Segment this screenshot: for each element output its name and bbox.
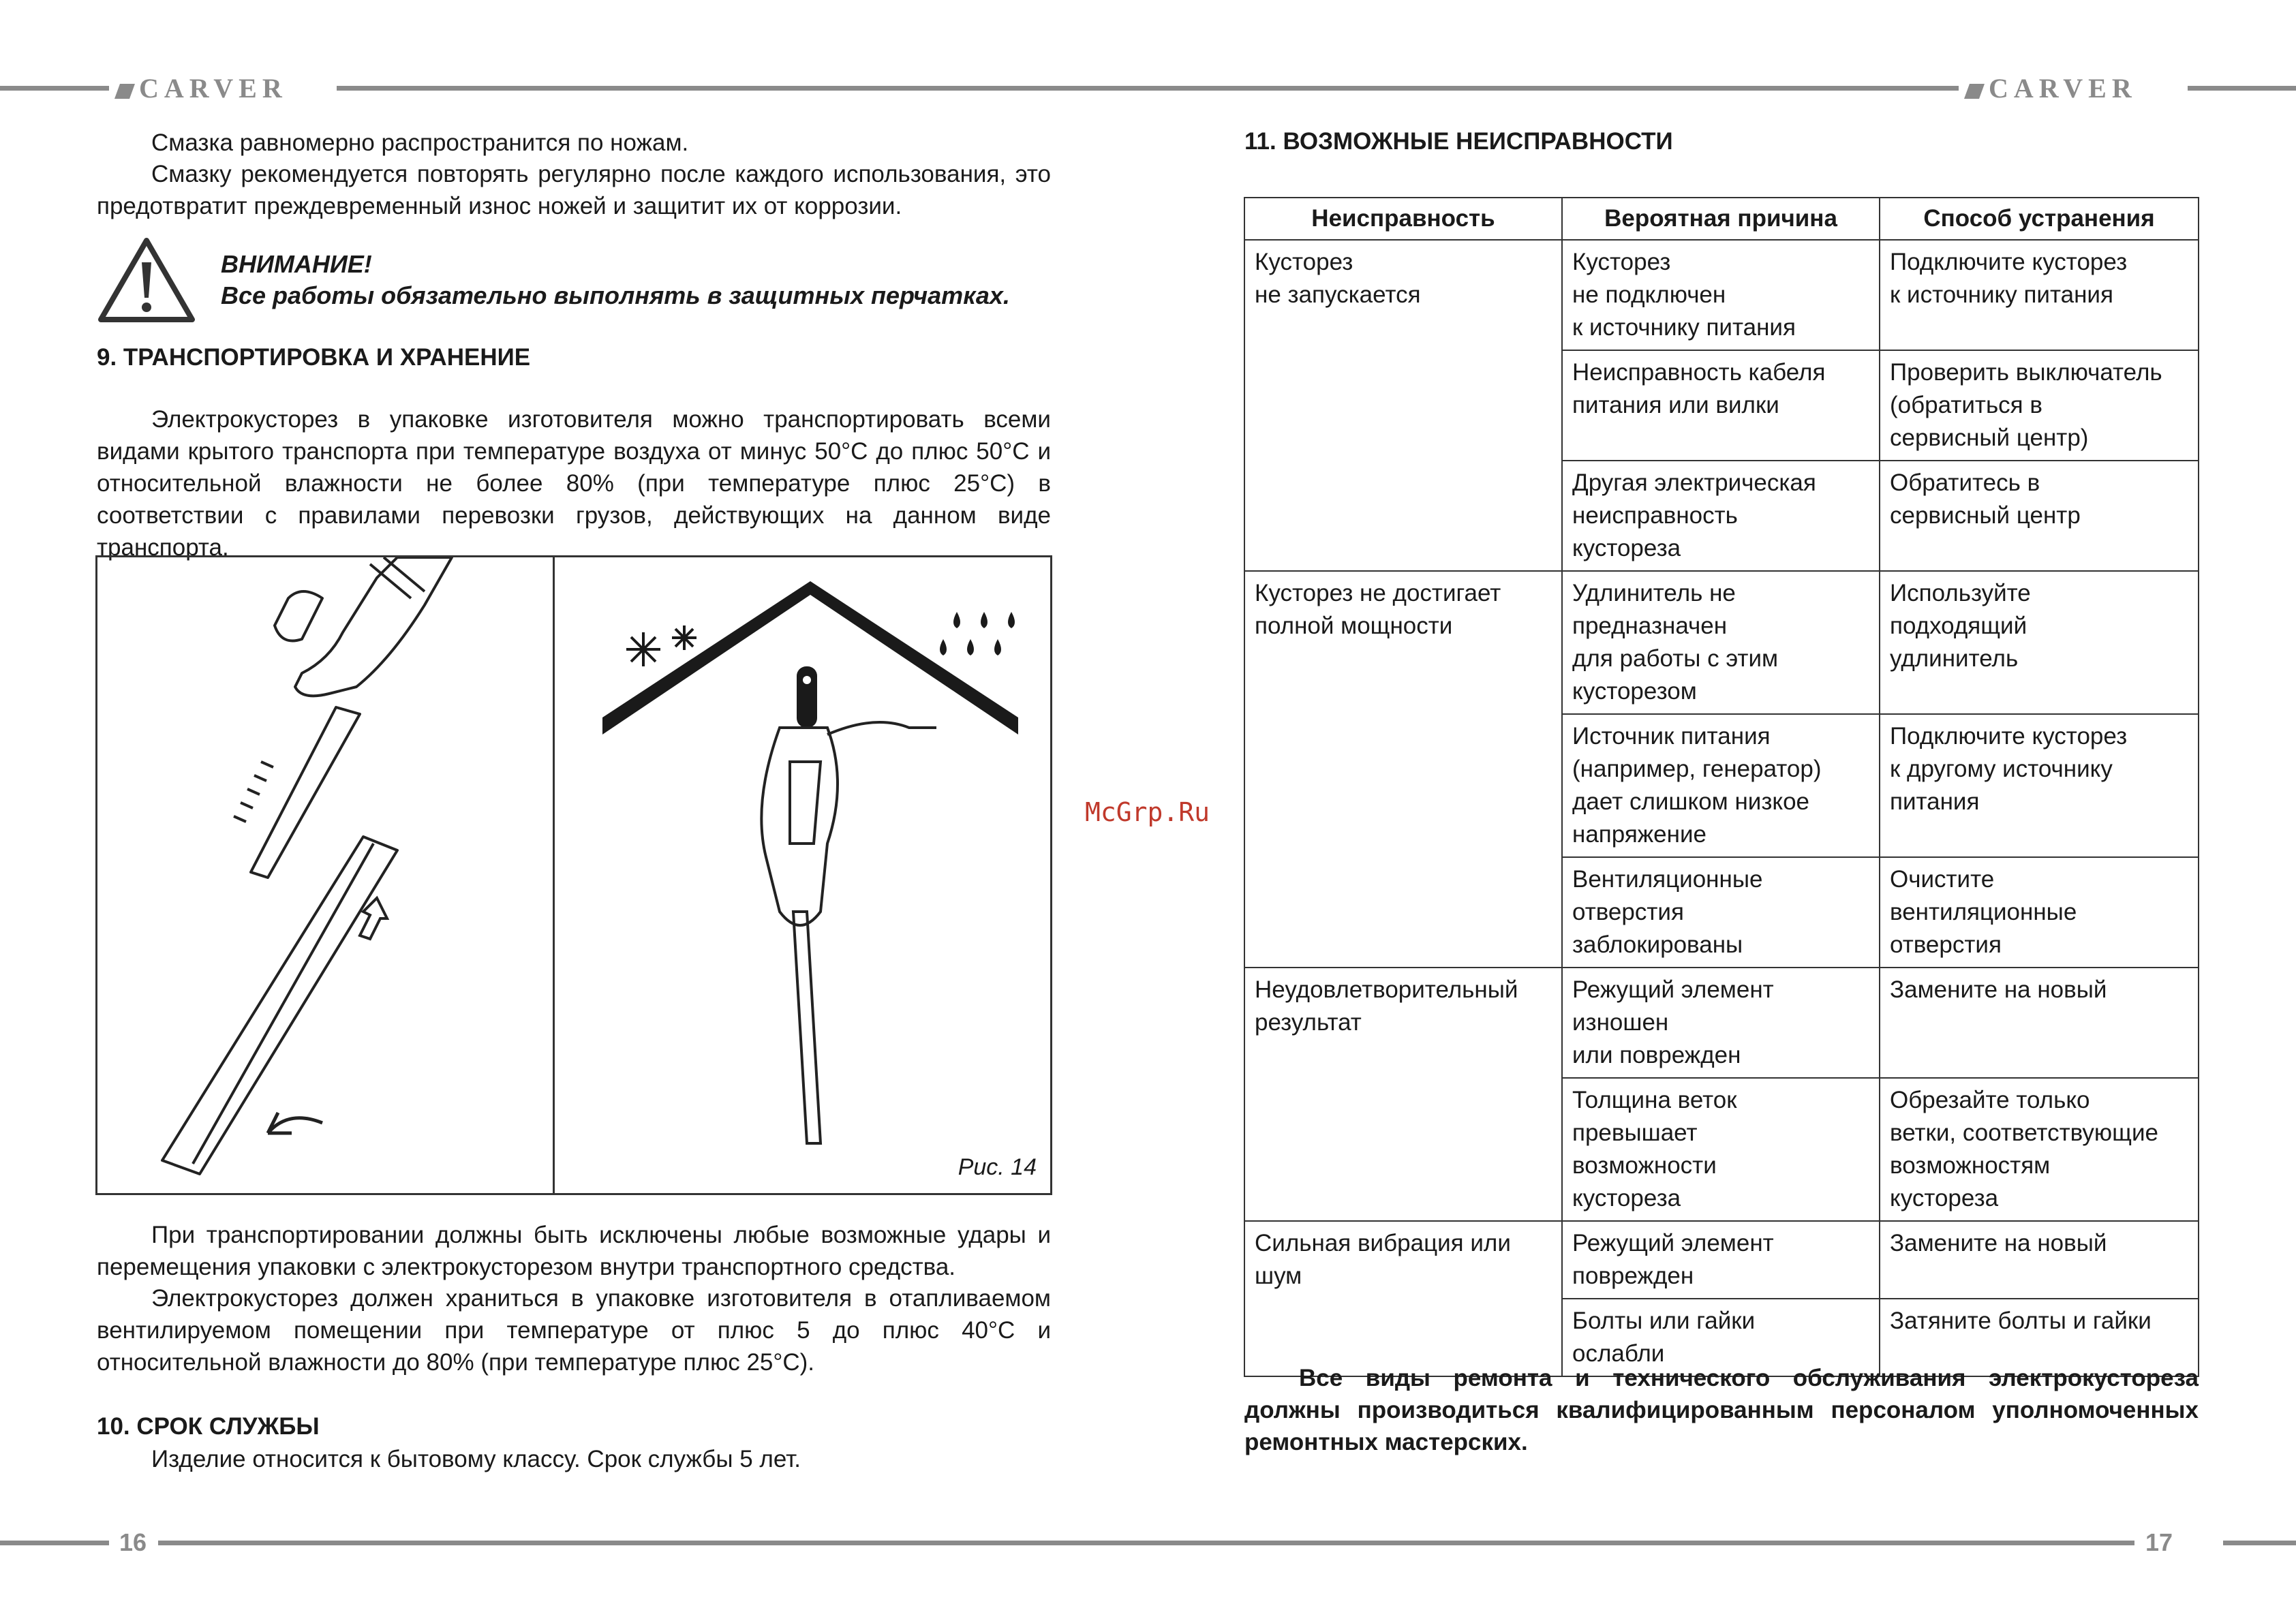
cause-cell: Другая электрическая неисправность кустореза <box>1562 461 1880 571</box>
warning-title: ВНИМАНИЕ! <box>221 250 372 278</box>
fix-cell: Подключите кусторез к другому источнику питания <box>1880 714 2199 857</box>
transport-paragraph: При транспортировании должны быть исключены любые возможные удары и перемещения упаковки с электрокусторезом внутри транспортного средства. <box>97 1222 1051 1280</box>
intro-paragraph: Смазку рекомендуется повторять регулярно после каждого использования, это предотвратит преждевременный износ ножей и защитит их от коррозии. <box>97 161 1051 219</box>
fix-cell: Используйте подходящий удлинитель <box>1880 571 2199 714</box>
cause-cell: Кусторез не подключен к источнику питания <box>1562 240 1880 350</box>
cause-cell: Источник питания (например, генератор) дает слишком низкое напряжение <box>1562 714 1880 857</box>
cause-cell: Режущий элемент поврежден <box>1562 1221 1880 1299</box>
watermark: McGrp.Ru <box>1085 797 1210 827</box>
table-row <box>1244 240 2199 350</box>
fault-cell: Кусторез не запускается <box>1244 240 1562 571</box>
table-row <box>1244 968 2199 1078</box>
warning-triangle-icon <box>97 235 196 324</box>
cause-cell: Неисправность кабеля питания или вилки <box>1562 350 1880 461</box>
fix-cell: Затяните болты и гайки <box>1880 1299 2199 1376</box>
cause-cell: Удлинитель не предназначен для работы с этим кусторезом <box>1562 571 1880 714</box>
fix-cell: Обрезайте только ветки, соответствующие возможностям кустореза <box>1880 1078 2199 1221</box>
fix-cell: Очистите вентиляционные отверстия <box>1880 857 2199 968</box>
storage-roof-illustration <box>555 557 1050 1193</box>
warning-block <box>97 235 1051 324</box>
header-cause: Вероятная причина <box>1562 198 1880 240</box>
warning-text: Все работы обязательно выполнять в защитных перчатках. <box>221 281 1010 309</box>
fix-cell: Подключите кусторез к источнику питания <box>1880 240 2199 350</box>
fix-cell: Замените на новый <box>1880 1221 2199 1299</box>
cause-cell: Режущий элемент изношен или поврежден <box>1562 968 1880 1078</box>
header-fix: Способ устранения <box>1880 198 2199 240</box>
brand-logo-left: CARVER <box>117 75 288 102</box>
cause-cell: Болты или гайки ослабли <box>1562 1299 1880 1376</box>
table-row <box>1244 571 2199 714</box>
section9-title: 9. ТРАНСПОРТИРОВКА И ХРАНЕНИЕ <box>97 344 531 371</box>
section9-paragraph: Электрокусторез в упаковке изготовителя можно транспортировать всеми видами крытого транспорта при температуре воздуха от минус 50°С до плюс 50°С и относительной влажности не более 80% (при температуре плюс 25°С) в соответствии с правилами перевозки грузов, действующих на данном виде транспорта. <box>97 406 1051 561</box>
faults-table <box>1244 197 2199 1377</box>
table-header-row <box>1244 198 2199 240</box>
header-fault: Неисправность <box>1244 198 1562 240</box>
figure-14 <box>95 555 1052 1195</box>
fix-cell: Обратитесь в сервисный центр <box>1880 461 2199 571</box>
closing-note: Все виды ремонта и технического обслуживания электрокустореза должны производиться квалифицированным персоналом уполномоченных ремонтных мастерских. <box>1244 1365 2199 1455</box>
section11-title: 11. ВОЗМОЖНЫЕ НЕИСПРАВНОСТИ <box>1244 128 1673 155</box>
section10-text: Изделие относится к бытовому классу. Срок службы 5 лет. <box>151 1446 801 1472</box>
storage-paragraph: Электрокусторез должен храниться в упаковке изготовителя в отапливаемом вентилируемом помещении при температуре от плюс 5 до плюс 40°С и относительной влажности до 80% (при температуре плюс 25°С). <box>97 1285 1051 1376</box>
page-number-left: 16 <box>119 1528 147 1556</box>
hedge-trimmer-pack-illustration <box>97 557 553 1193</box>
figure-caption: Рис. 14 <box>958 1154 1037 1180</box>
table-row <box>1244 1221 2199 1299</box>
fault-cell: Неудовлетворительный результат <box>1244 968 1562 1221</box>
fault-cell: Сильная вибрация или шум <box>1244 1221 1562 1376</box>
cause-cell: Вентиляционные отверстия заблокированы <box>1562 857 1880 968</box>
page-number-right: 17 <box>2145 1528 2173 1556</box>
cause-cell: Толщина веток превышает возможности кустореза <box>1562 1078 1880 1221</box>
fix-cell: Проверить выключатель (обратиться в сервисный центр) <box>1880 350 2199 461</box>
fault-cell: Кусторез не достигает полной мощности <box>1244 571 1562 968</box>
brand-logo-right: CARVER <box>1967 75 2137 102</box>
section10-title: 10. СРОК СЛУЖБЫ <box>97 1413 320 1440</box>
intro-line: Смазка равномерно распространится по ножам. <box>151 129 689 156</box>
fix-cell: Замените на новый <box>1880 968 2199 1078</box>
